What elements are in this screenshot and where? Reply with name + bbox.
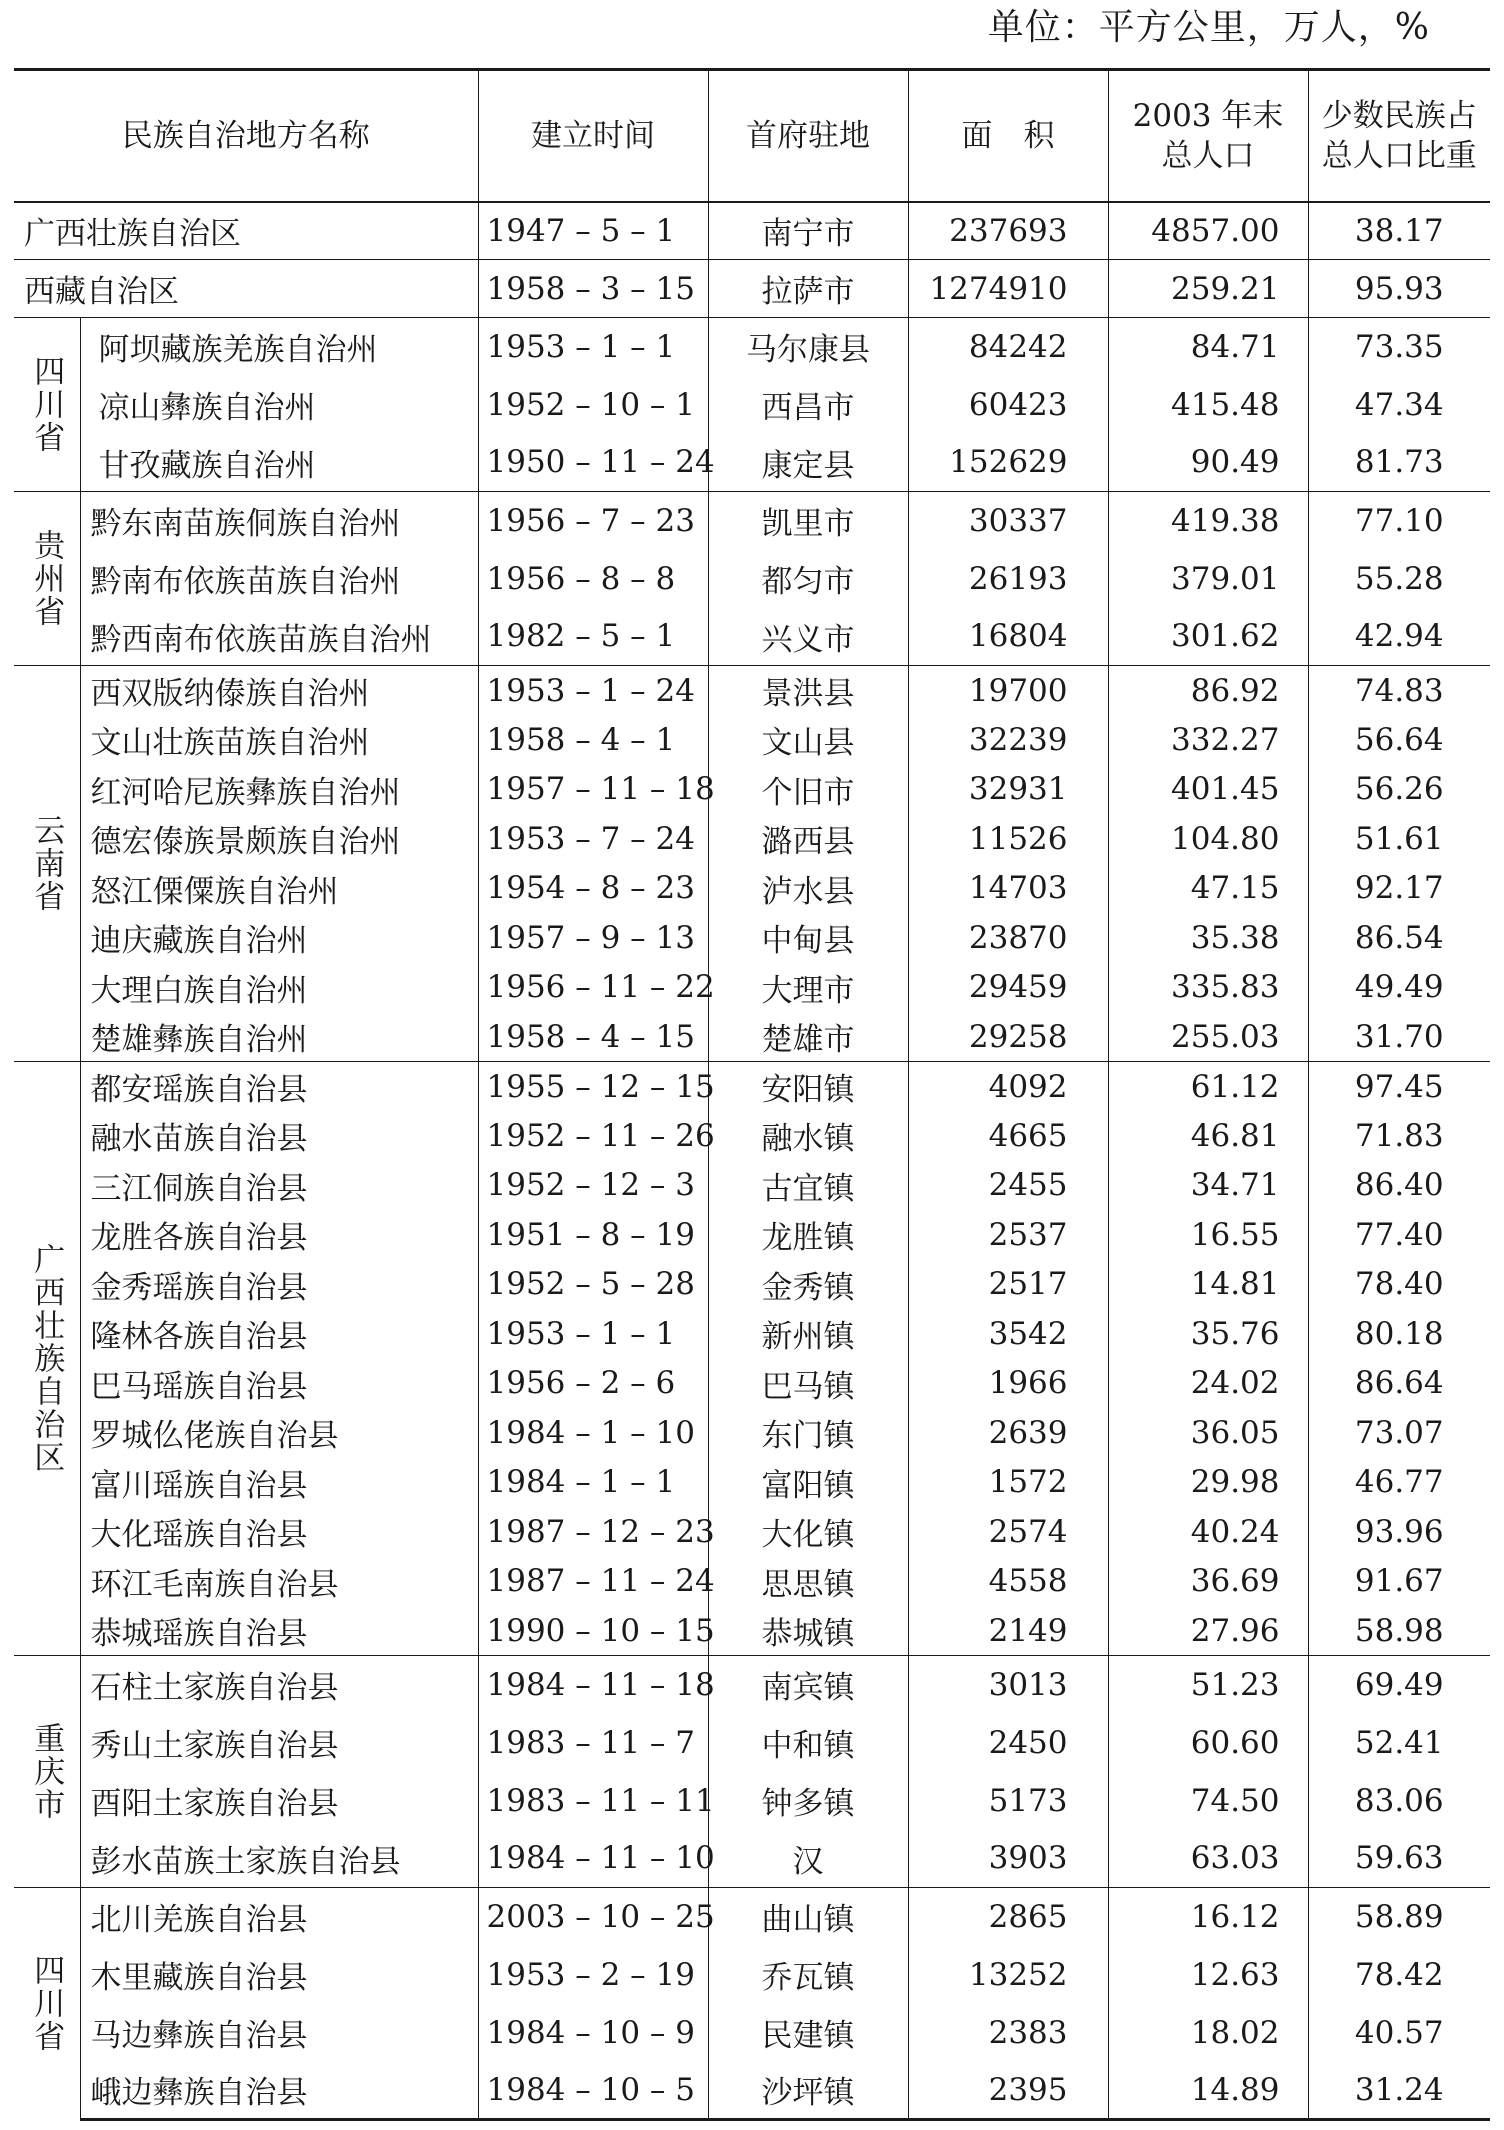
seat-cell: 康定县 [708,434,908,492]
header-seat: 首府驻地 [708,70,908,202]
area-cell: 1572 [908,1458,1108,1508]
table-row [14,1830,1490,1888]
name-cell: 大化瑶族自治县 [80,1507,478,1557]
seat-cell: 中甸县 [708,913,908,963]
name-cell: 都安瑶族自治县 [80,1062,478,1112]
population-cell: 104.80 [1108,814,1308,864]
ratio-cell: 56.26 [1308,765,1490,815]
population-cell: 60.60 [1108,1714,1308,1772]
date-cell: 1955 – 12 – 15 [478,1062,708,1112]
area-cell: 29258 [908,1012,1108,1062]
header-population-line1: 2003 年末 [1132,97,1284,134]
date-cell: 1984 – 1 – 10 [478,1408,708,1458]
name-cell: 峨边彝族自治县 [80,2062,478,2120]
date-cell: 1951 – 8 – 19 [478,1210,708,1260]
ratio-cell: 38.17 [1308,202,1490,260]
name-cell: 黔南布依族苗族自治州 [80,550,478,608]
table-row [14,1557,1490,1607]
population-cell: 14.81 [1108,1260,1308,1310]
ratio-cell: 59.63 [1308,1830,1490,1888]
area-cell: 32239 [908,715,1108,765]
population-cell: 415.48 [1108,376,1308,434]
name-cell: 石柱土家族自治县 [80,1656,478,1714]
seat-cell: 大化镇 [708,1507,908,1557]
ratio-cell: 83.06 [1308,1772,1490,1830]
name-cell: 三江侗族自治县 [80,1161,478,1211]
seat-cell: 南宁市 [708,202,908,260]
name-cell: 凉山彝族自治州 [80,376,478,434]
date-cell: 1956 – 8 – 8 [478,550,708,608]
population-cell: 335.83 [1108,963,1308,1013]
date-cell: 1947 – 5 – 1 [478,202,708,260]
population-cell: 301.62 [1108,608,1308,666]
ratio-cell: 51.61 [1308,814,1490,864]
ratio-cell: 74.83 [1308,666,1490,716]
date-cell: 1984 – 11 – 10 [478,1830,708,1888]
seat-cell: 大理市 [708,963,908,1013]
group-label: 广西壮族自治区 [14,1062,80,1656]
area-cell: 11526 [908,814,1108,864]
table-row [14,1260,1490,1310]
table-row [14,765,1490,815]
population-cell: 90.49 [1108,434,1308,492]
name-cell: 黔西南布依族苗族自治州 [80,608,478,666]
population-cell: 419.38 [1108,492,1308,550]
seat-cell: 拉萨市 [708,260,908,318]
table-row [14,1062,1490,1112]
ratio-cell: 49.49 [1308,963,1490,1013]
area-cell: 29459 [908,963,1108,1013]
table-header-row [14,70,1490,202]
group-label: 云南省 [14,666,80,1062]
table-row [14,715,1490,765]
date-cell: 1957 – 11 – 18 [478,765,708,815]
seat-cell: 个旧市 [708,765,908,815]
ratio-cell: 40.57 [1308,2004,1490,2062]
seat-cell: 金秀镇 [708,1260,908,1310]
name-cell: 融水苗族自治县 [80,1111,478,1161]
population-cell: 4857.00 [1108,202,1308,260]
ratio-cell: 46.77 [1308,1458,1490,1508]
name-cell: 西双版纳傣族自治州 [80,666,478,716]
population-cell: 47.15 [1108,864,1308,914]
seat-cell: 融水镇 [708,1111,908,1161]
date-cell: 1952 – 12 – 3 [478,1161,708,1211]
population-cell: 61.12 [1108,1062,1308,1112]
seat-cell: 东门镇 [708,1408,908,1458]
date-cell: 1954 – 8 – 23 [478,864,708,914]
seat-cell: 景洪县 [708,666,908,716]
table-row [14,913,1490,963]
name-cell: 环江毛南族自治县 [80,1557,478,1607]
seat-cell: 恭城镇 [708,1606,908,1656]
seat-cell: 乔瓦镇 [708,1946,908,2004]
date-cell: 1952 – 5 – 28 [478,1260,708,1310]
ratio-cell: 81.73 [1308,434,1490,492]
seat-cell: 潞西县 [708,814,908,864]
ratio-cell: 86.40 [1308,1161,1490,1211]
population-cell: 36.69 [1108,1557,1308,1607]
population-cell: 63.03 [1108,1830,1308,1888]
population-cell: 332.27 [1108,715,1308,765]
date-cell: 1987 – 12 – 23 [478,1507,708,1557]
date-cell: 1953 – 7 – 24 [478,814,708,864]
population-cell: 16.55 [1108,1210,1308,1260]
area-cell: 4665 [908,1111,1108,1161]
ratio-cell: 73.35 [1308,318,1490,376]
date-cell: 1952 – 11 – 26 [478,1111,708,1161]
seat-cell: 都匀市 [708,550,908,608]
header-population-line2: 总人口 [1161,137,1255,174]
ratio-cell: 69.49 [1308,1656,1490,1714]
seat-cell: 汉 [708,1830,908,1888]
table-row [14,864,1490,914]
table-row [14,1946,1490,2004]
ratio-cell: 52.41 [1308,1714,1490,1772]
population-cell: 35.76 [1108,1309,1308,1359]
group-label: 贵州省 [14,492,80,666]
name-cell: 金秀瑶族自治县 [80,1260,478,1310]
ratio-cell: 86.54 [1308,913,1490,963]
area-cell: 4092 [908,1062,1108,1112]
date-cell: 1952 – 10 – 1 [478,376,708,434]
area-cell: 3013 [908,1656,1108,1714]
date-cell: 1983 – 11 – 7 [478,1714,708,1772]
ratio-cell: 58.89 [1308,1888,1490,1946]
date-cell: 1958 – 4 – 15 [478,1012,708,1062]
area-cell: 1966 [908,1359,1108,1409]
ratio-cell: 95.93 [1308,260,1490,318]
name-cell: 巴马瑶族自治县 [80,1359,478,1409]
date-cell: 1984 – 10 – 5 [478,2062,708,2120]
area-cell: 2517 [908,1260,1108,1310]
ratio-cell: 58.98 [1308,1606,1490,1656]
ratio-cell: 55.28 [1308,550,1490,608]
name-cell: 甘孜藏族自治州 [80,434,478,492]
table-row [14,1111,1490,1161]
area-cell: 237693 [908,202,1108,260]
group-label: 四川省 [14,318,80,492]
table-row [14,318,1490,376]
seat-cell: 巴马镇 [708,1359,908,1409]
date-cell: 1956 – 7 – 23 [478,492,708,550]
date-cell: 1956 – 2 – 6 [478,1359,708,1409]
population-cell: 379.01 [1108,550,1308,608]
area-cell: 152629 [908,434,1108,492]
ratio-cell: 80.18 [1308,1309,1490,1359]
seat-cell: 曲山镇 [708,1888,908,1946]
table-row [14,666,1490,716]
population-cell: 18.02 [1108,2004,1308,2062]
area-cell: 2574 [908,1507,1108,1557]
region-name-cell: 西藏自治区 [14,260,478,318]
date-cell: 1950 – 11 – 24 [478,434,708,492]
table-row [14,434,1490,492]
population-cell: 259.21 [1108,260,1308,318]
seat-cell: 文山县 [708,715,908,765]
date-cell: 1957 – 9 – 13 [478,913,708,963]
name-cell: 阿坝藏族羌族自治州 [80,318,478,376]
ratio-cell: 56.64 [1308,715,1490,765]
date-cell: 1990 – 10 – 15 [478,1606,708,1656]
date-cell: 1958 – 4 – 1 [478,715,708,765]
ratio-cell: 73.07 [1308,1408,1490,1458]
table-row [14,1888,1490,1946]
name-cell: 黔东南苗族侗族自治州 [80,492,478,550]
area-cell: 2395 [908,2062,1108,2120]
name-cell: 酉阳土家族自治县 [80,1772,478,1830]
date-cell: 1984 – 11 – 18 [478,1656,708,1714]
population-cell: 27.96 [1108,1606,1308,1656]
seat-cell: 沙坪镇 [708,2062,908,2120]
population-cell: 14.89 [1108,2062,1308,2120]
table-row [14,1772,1490,1830]
area-cell: 84242 [908,318,1108,376]
ratio-cell: 92.17 [1308,864,1490,914]
table-row [14,202,1490,260]
area-cell: 3903 [908,1830,1108,1888]
date-cell: 1983 – 11 – 11 [478,1772,708,1830]
name-cell: 楚雄彝族自治州 [80,1012,478,1062]
area-cell: 2537 [908,1210,1108,1260]
area-cell: 60423 [908,376,1108,434]
area-cell: 4558 [908,1557,1108,1607]
table-row [14,260,1490,318]
date-cell: 1984 – 10 – 9 [478,2004,708,2062]
date-cell: 1987 – 11 – 24 [478,1557,708,1607]
seat-cell: 钟多镇 [708,1772,908,1830]
area-cell: 2639 [908,1408,1108,1458]
header-name: 民族自治地方名称 [14,70,478,202]
autonomous-regions-table [14,68,1490,2121]
ratio-cell: 93.96 [1308,1507,1490,1557]
name-cell: 秀山土家族自治县 [80,1714,478,1772]
seat-cell: 楚雄市 [708,1012,908,1062]
population-cell: 401.45 [1108,765,1308,815]
name-cell: 龙胜各族自治县 [80,1210,478,1260]
area-cell: 14703 [908,864,1108,914]
ratio-cell: 77.40 [1308,1210,1490,1260]
date-cell: 1956 – 11 – 22 [478,963,708,1013]
ratio-cell: 31.24 [1308,2062,1490,2120]
population-cell: 34.71 [1108,1161,1308,1211]
area-cell: 2455 [908,1161,1108,1211]
seat-cell: 富阳镇 [708,1458,908,1508]
population-cell: 46.81 [1108,1111,1308,1161]
name-cell: 马边彝族自治县 [80,2004,478,2062]
area-cell: 30337 [908,492,1108,550]
table-row [14,1656,1490,1714]
table-row [14,963,1490,1013]
name-cell: 怒江傈僳族自治州 [80,864,478,914]
name-cell: 彭水苗族土家族自治县 [80,1830,478,1888]
area-cell: 19700 [908,666,1108,716]
group-label: 四川省 [14,1888,80,2120]
header-minority-ratio [1308,70,1490,202]
name-cell: 富川瑶族自治县 [80,1458,478,1508]
date-cell: 1982 – 5 – 1 [478,608,708,666]
name-cell: 迪庆藏族自治州 [80,913,478,963]
area-cell: 16804 [908,608,1108,666]
header-date: 建立时间 [478,70,708,202]
header-ratio-line2: 总人口比重 [1321,137,1477,174]
population-cell: 51.23 [1108,1656,1308,1714]
area-cell: 2450 [908,1714,1108,1772]
table-row [14,2062,1490,2120]
seat-cell: 古宜镇 [708,1161,908,1211]
population-cell: 36.05 [1108,1408,1308,1458]
area-cell: 26193 [908,550,1108,608]
date-cell: 1953 – 1 – 1 [478,318,708,376]
population-cell: 74.50 [1108,1772,1308,1830]
table-row [14,1012,1490,1062]
group-label: 重庆市 [14,1656,80,1888]
name-cell: 大理白族自治州 [80,963,478,1013]
date-cell: 2003 – 10 – 25 [478,1888,708,1946]
header-population [1108,70,1308,202]
ratio-cell: 71.83 [1308,1111,1490,1161]
population-cell: 255.03 [1108,1012,1308,1062]
table-row [14,1714,1490,1772]
seat-cell: 凯里市 [708,492,908,550]
table-row [14,492,1490,550]
table-row [14,376,1490,434]
date-cell: 1958 – 3 – 15 [478,260,708,318]
name-cell: 恭城瑶族自治县 [80,1606,478,1656]
area-cell: 3542 [908,1309,1108,1359]
population-cell: 35.38 [1108,913,1308,963]
table-row [14,2004,1490,2062]
date-cell: 1953 – 2 – 19 [478,1946,708,2004]
ratio-cell: 97.45 [1308,1062,1490,1112]
seat-cell: 思思镇 [708,1557,908,1607]
table-row [14,608,1490,666]
ratio-cell: 31.70 [1308,1012,1490,1062]
table-body [14,202,1490,2120]
name-cell: 北川羌族自治县 [80,1888,478,1946]
ratio-cell: 78.40 [1308,1260,1490,1310]
area-cell: 23870 [908,913,1108,963]
area-cell: 32931 [908,765,1108,815]
table-row [14,1161,1490,1211]
ratio-cell: 77.10 [1308,492,1490,550]
area-cell: 2865 [908,1888,1108,1946]
table-row [14,1408,1490,1458]
date-cell: 1984 – 1 – 1 [478,1458,708,1508]
ratio-cell: 42.94 [1308,608,1490,666]
area-cell: 13252 [908,1946,1108,2004]
seat-cell: 中和镇 [708,1714,908,1772]
table-row [14,1606,1490,1656]
area-cell: 1274910 [908,260,1108,318]
seat-cell: 南宾镇 [708,1656,908,1714]
ratio-cell: 47.34 [1308,376,1490,434]
date-cell: 1953 – 1 – 1 [478,1309,708,1359]
population-cell: 24.02 [1108,1359,1308,1409]
ratio-cell: 91.67 [1308,1557,1490,1607]
date-cell: 1953 – 1 – 24 [478,666,708,716]
name-cell: 罗城仫佬族自治县 [80,1408,478,1458]
seat-cell: 马尔康县 [708,318,908,376]
table-row [14,1359,1490,1409]
table-row [14,814,1490,864]
seat-cell: 安阳镇 [708,1062,908,1112]
population-cell: 16.12 [1108,1888,1308,1946]
name-cell: 木里藏族自治县 [80,1946,478,2004]
name-cell: 红河哈尼族彝族自治州 [80,765,478,815]
name-cell: 文山壮族苗族自治州 [80,715,478,765]
area-cell: 2149 [908,1606,1108,1656]
table-row [14,1507,1490,1557]
name-cell: 隆林各族自治县 [80,1309,478,1359]
seat-cell: 龙胜镇 [708,1210,908,1260]
population-cell: 86.92 [1108,666,1308,716]
population-cell: 12.63 [1108,1946,1308,2004]
seat-cell: 泸水县 [708,864,908,914]
population-cell: 40.24 [1108,1507,1308,1557]
header-area: 面 积 [908,70,1108,202]
area-cell: 2383 [908,2004,1108,2062]
ratio-cell: 78.42 [1308,1946,1490,2004]
seat-cell: 民建镇 [708,2004,908,2062]
name-cell: 德宏傣族景颇族自治州 [80,814,478,864]
ratio-cell: 86.64 [1308,1359,1490,1409]
population-cell: 29.98 [1108,1458,1308,1508]
unit-note: 单位：平方公里，万人，% [987,7,1430,48]
table-row [14,1309,1490,1359]
region-name-cell: 广西壮族自治区 [14,202,478,260]
seat-cell: 新州镇 [708,1309,908,1359]
population-cell: 84.71 [1108,318,1308,376]
seat-cell: 西昌市 [708,376,908,434]
table-row [14,1458,1490,1508]
seat-cell: 兴义市 [708,608,908,666]
table-row [14,550,1490,608]
table-row [14,1210,1490,1260]
area-cell: 5173 [908,1772,1108,1830]
header-ratio-line1: 少数民族占 [1321,97,1477,134]
